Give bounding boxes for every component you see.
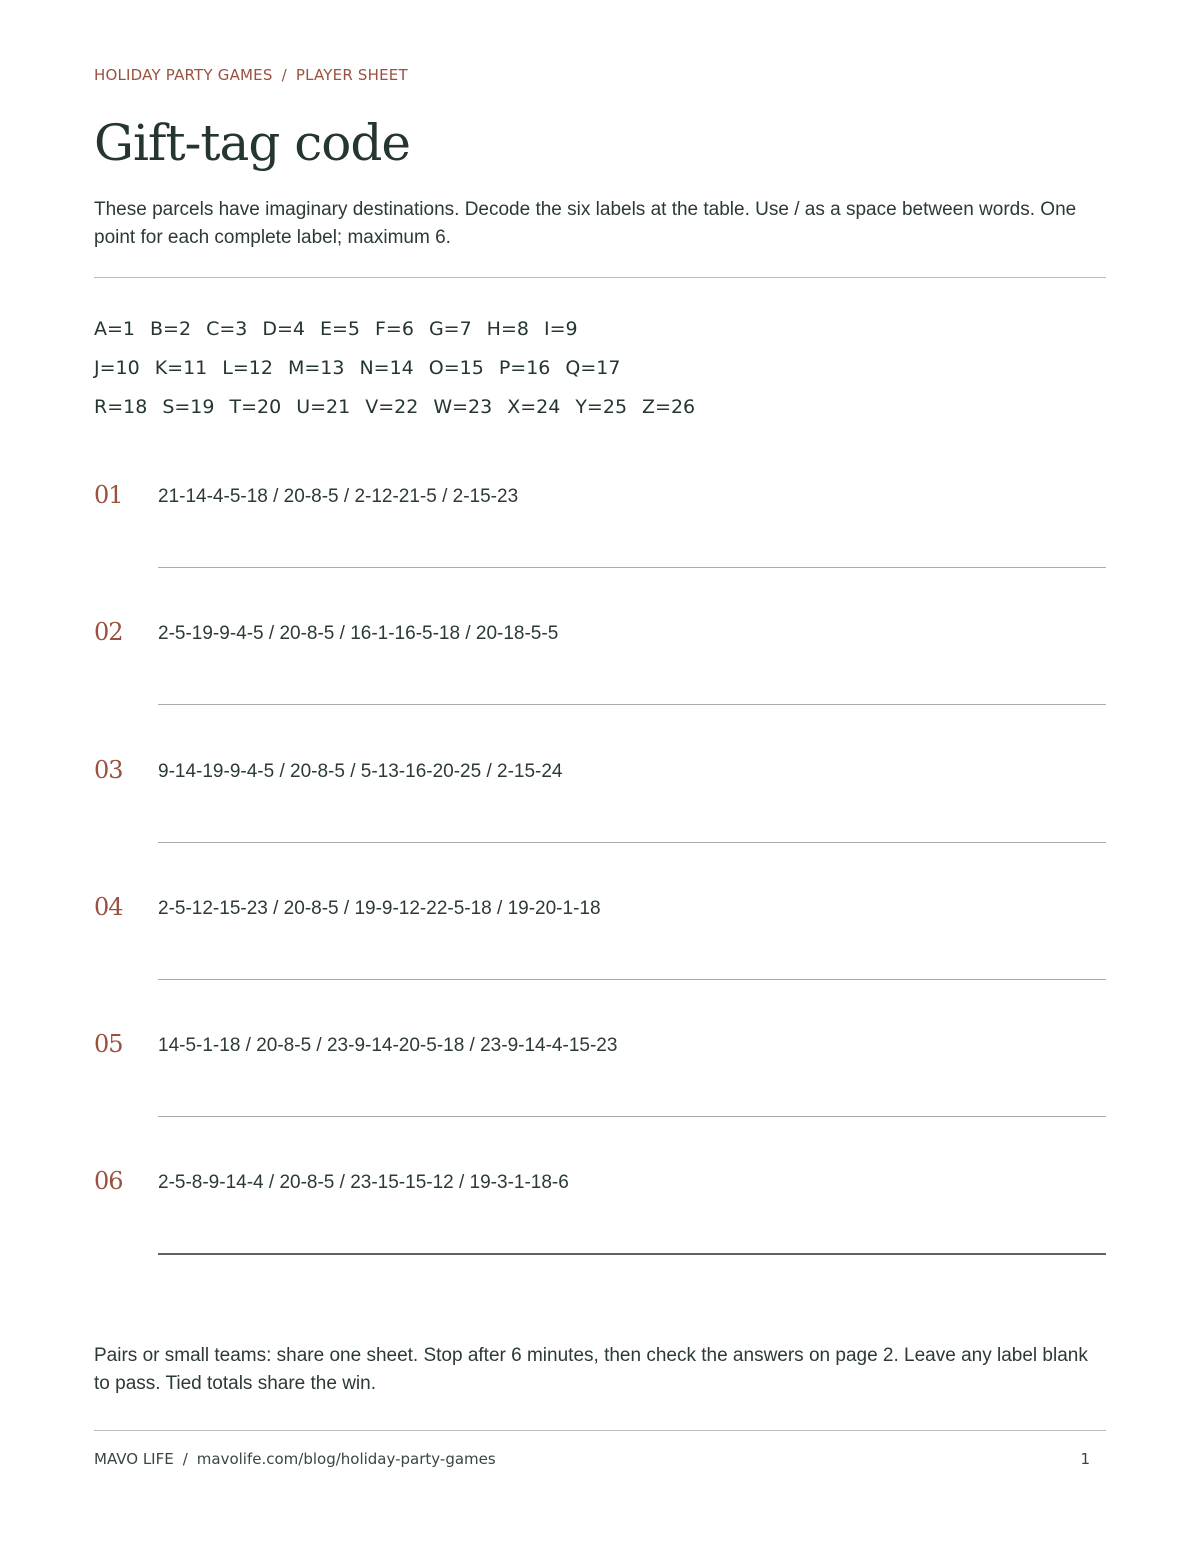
key-cell: Y=25	[575, 396, 628, 418]
answer-line[interactable]	[158, 842, 1106, 843]
cipher-key	[94, 315, 710, 432]
item-code: 2-5-19-9-4-5 / 20-8-5 / 16-1-16-5-18 / 20-18-5-5	[158, 623, 559, 644]
key-cell: Q=17	[565, 357, 621, 379]
label-item-01	[94, 480, 1106, 618]
cipher-key-row	[94, 354, 710, 393]
key-cell: S=19	[162, 396, 215, 418]
key-cell: C=3	[206, 318, 248, 340]
answer-line[interactable]	[158, 1253, 1106, 1255]
item-number: 05	[94, 1030, 123, 1058]
key-cell: K=11	[154, 357, 208, 379]
page-number: 1	[1080, 1450, 1090, 1468]
key-cell: F=6	[375, 318, 414, 340]
key-cell: O=15	[428, 357, 484, 379]
page-title: Gift-tag code	[94, 114, 410, 172]
key-cell: Z=26	[642, 396, 696, 418]
intro-text: These parcels have imaginary destinations. Decode the six labels at the table. Use / as a space between words. One point for each complete label; maximum 6.	[94, 199, 1077, 248]
footer-brand: MAVO LIFE	[94, 1450, 174, 1468]
key-cell: R=18	[94, 396, 148, 418]
key-cell: M=13	[287, 357, 345, 379]
breadcrumb-page: PLAYER SHEET	[295, 66, 408, 84]
label-item-06	[94, 1166, 1106, 1304]
key-cell: N=14	[359, 357, 414, 379]
footer-divider	[94, 1430, 1106, 1431]
breadcrumb-separator: /	[281, 66, 287, 84]
key-cell: P=16	[498, 357, 551, 379]
label-item-03	[94, 755, 1106, 893]
key-cell: X=24	[507, 396, 561, 418]
answer-line[interactable]	[158, 979, 1106, 980]
page-footer	[94, 1450, 1106, 1468]
item-code: 2-5-8-9-14-4 / 20-8-5 / 23-15-15-12 / 19-3-1-18-6	[158, 1172, 569, 1193]
key-cell: U=21	[296, 396, 351, 418]
key-cell: W=23	[433, 396, 493, 418]
key-cell: E=5	[319, 318, 360, 340]
instructions-note: Pairs or small teams: share one sheet. Stop after 6 minutes, then check the answers on page 2. Leave any label blank to pass. Tied totals share the win.	[94, 1345, 1088, 1394]
key-cell: J=10	[94, 357, 140, 379]
key-cell: G=7	[428, 318, 472, 340]
breadcrumb-section: HOLIDAY PARTY GAMES	[94, 66, 273, 84]
answer-line[interactable]	[158, 704, 1106, 705]
item-code: 9-14-19-9-4-5 / 20-8-5 / 5-13-16-20-25 / 2-15-24	[158, 761, 563, 782]
key-cell: V=22	[365, 396, 419, 418]
label-item-04	[94, 892, 1106, 1030]
item-code: 2-5-12-15-23 / 20-8-5 / 19-9-12-22-5-18 / 19-20-1-18	[158, 898, 601, 919]
footer-url[interactable]: mavolife.com/blog/holiday-party-games	[196, 1450, 496, 1468]
item-number: 02	[94, 618, 123, 646]
key-cell: L=12	[222, 357, 273, 379]
key-cell: T=20	[229, 396, 282, 418]
item-code: 21-14-4-5-18 / 20-8-5 / 2-12-21-5 / 2-15-23	[158, 486, 519, 507]
key-cell: B=2	[150, 318, 192, 340]
item-number: 01	[94, 481, 123, 509]
footer-separator: /	[182, 1450, 188, 1468]
key-cell: H=8	[486, 318, 529, 340]
breadcrumb	[94, 66, 408, 84]
item-code: 14-5-1-18 / 20-8-5 / 23-9-14-20-5-18 / 23-9-14-4-15-23	[158, 1035, 618, 1056]
item-number: 03	[94, 756, 123, 784]
item-number: 06	[94, 1167, 123, 1195]
answer-line[interactable]	[158, 567, 1106, 568]
key-cell: I=9	[543, 318, 578, 340]
label-item-02	[94, 617, 1106, 755]
key-cell: D=4	[262, 318, 305, 340]
item-number: 04	[94, 893, 123, 921]
cipher-key-row	[94, 393, 710, 432]
player-sheet	[94, 0, 1106, 1553]
cipher-key-row	[94, 315, 710, 354]
answer-line[interactable]	[158, 1116, 1106, 1117]
key-cell: A=1	[94, 318, 136, 340]
label-item-05	[94, 1029, 1106, 1167]
header-divider	[94, 277, 1106, 278]
